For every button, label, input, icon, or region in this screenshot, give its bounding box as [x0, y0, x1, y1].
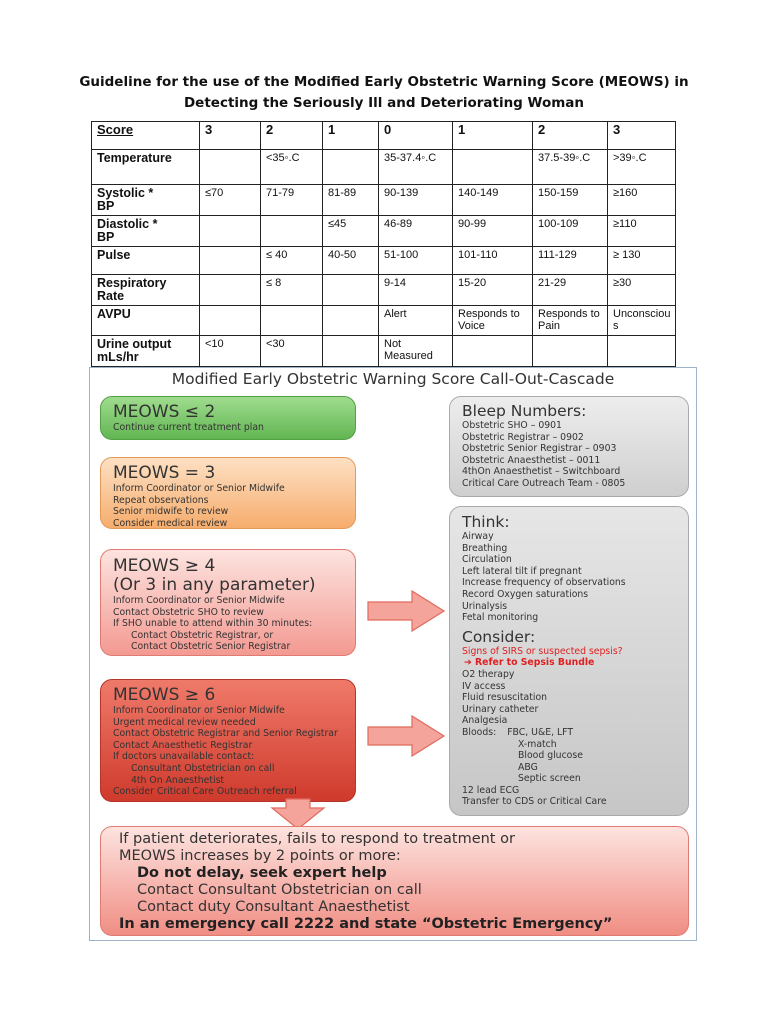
table-row: [92, 150, 676, 185]
table-cell: 51-100: [379, 247, 453, 275]
box-line: FBC, U&E, LFT: [507, 726, 574, 738]
param-cell: Respiratory Rate: [92, 275, 200, 306]
box-line: Fluid resuscitation: [462, 692, 548, 704]
box-heading: Bleep Numbers:: [462, 402, 587, 420]
table-cell: <35◦.C: [261, 150, 323, 185]
table-row: [92, 336, 676, 367]
param-cell: Urine output mLs/hr: [92, 336, 200, 367]
right-arrow-icon: [366, 589, 446, 633]
header-cell: 2: [261, 122, 323, 150]
emergency-line: In an emergency call 2222 and state “Obstetric Emergency”: [119, 916, 613, 932]
param-cell: AVPU: [92, 306, 200, 336]
table-cell: [453, 150, 533, 185]
header-cell: 1: [453, 122, 533, 150]
box-line: Contact duty Consultant Anaesthetist: [137, 899, 410, 915]
table-cell: Unconsciou s: [608, 306, 676, 336]
box-line: Obstetric Registrar – 0902: [462, 431, 584, 443]
table-row: [92, 306, 676, 336]
box-line: Inform Coordinator or Senior Midwife: [113, 705, 285, 716]
box-line: Do not delay, seek expert help: [137, 865, 387, 881]
call-out-cascade: [89, 367, 697, 941]
box-line: Obstetric Anaesthetist – 0011: [462, 454, 601, 466]
box-line: 12 lead ECG: [462, 784, 520, 796]
bloods-label: Bloods:: [462, 726, 497, 738]
box-line: Contact Obstetric Registrar, or: [131, 629, 274, 641]
box-line: Obstetric Senior Registrar – 0903: [462, 443, 617, 455]
header-cell: 1: [323, 122, 379, 150]
box-line: Contact Consultant Obstetrician on call: [137, 882, 422, 898]
table-cell: 81-89: [323, 185, 379, 216]
box-line: Urinalysis: [462, 600, 508, 612]
table-header-row: [92, 122, 676, 150]
meows-score-table: [91, 121, 676, 367]
box-line: Contact Obstetric Registrar and Senior Registrar: [113, 728, 338, 740]
table-cell: ≥30: [608, 275, 676, 306]
header-cell: 2: [533, 122, 608, 150]
box-line: X-match: [518, 738, 557, 750]
box-line: Contact Obstetric Senior Registrar: [131, 641, 291, 653]
box-line: Circulation: [462, 554, 512, 566]
table-cell: Responds to Voice: [453, 306, 533, 336]
table-cell: ≤ 8: [261, 275, 323, 306]
table-cell: [323, 150, 379, 185]
box-line: Transfer to CDS or Critical Care: [462, 796, 607, 808]
cascade-title: Modified Early Obstetric Warning Score Call-Out-Cascade: [171, 370, 615, 388]
box-line: Critical Care Outreach Team - 0805: [462, 477, 626, 489]
table-cell: 90-139: [379, 185, 453, 216]
table-row: [92, 275, 676, 306]
table-cell: [608, 336, 676, 367]
box-line: Increase frequency of observations: [462, 577, 626, 589]
box-line: Contact Anaesthetic Registrar: [113, 739, 253, 751]
header-cell: Score: [92, 122, 200, 150]
escalation-box: [100, 826, 689, 936]
table-cell: [453, 336, 533, 367]
table-cell: 101-110: [453, 247, 533, 275]
box-line: Analgesia: [462, 715, 508, 727]
box-line: Senior midwife to review: [113, 506, 229, 518]
param-cell: Diastolic * BP: [92, 216, 200, 247]
bloods-row: [462, 727, 676, 739]
header-cell: 0: [379, 122, 453, 150]
box-line: ABG: [518, 761, 538, 773]
box-line: IV access: [462, 680, 506, 692]
box-line: If SHO unable to attend within 30 minutes:: [113, 618, 313, 630]
box-line: If doctors unavailable contact:: [113, 751, 255, 763]
table-cell: 150-159: [533, 185, 608, 216]
table-cell: 111-129: [533, 247, 608, 275]
table-row: [92, 216, 676, 247]
bleep-numbers-box: [449, 396, 689, 497]
box-line: Contact Obstetric SHO to review: [113, 606, 264, 618]
box-line: Continue current treatment plan: [113, 422, 264, 433]
table-cell: 15-20: [453, 275, 533, 306]
box-heading: MEOWS ≥ 6: [113, 685, 216, 705]
table-cell: [323, 306, 379, 336]
box-heading: Think:: [462, 513, 510, 531]
table-cell: 35-37.4◦.C: [379, 150, 453, 185]
header-cell: 3: [608, 122, 676, 150]
box-line: Inform Coordinator or Senior Midwife: [113, 595, 285, 606]
box-line: Consultant Obstetrician on call: [131, 762, 275, 774]
table-cell: 71-79: [261, 185, 323, 216]
meows-eq-3-box: [100, 457, 356, 529]
box-line: Consider Critical Care Outreach referral: [113, 786, 297, 798]
table-cell: [200, 306, 261, 336]
title-line-2: Detecting the Seriously Ill and Deteriorating Woman: [183, 95, 585, 111]
box-subheading: (Or 3 in any parameter): [113, 575, 316, 595]
box-line: Septic screen: [518, 773, 581, 785]
table-cell: Not Measured: [379, 336, 453, 367]
table-cell: 46-89: [379, 216, 453, 247]
box-line: Consider medical review: [113, 517, 228, 529]
table-cell: [261, 306, 323, 336]
box-line: O2 therapy: [462, 668, 515, 680]
box-line: If patient deteriorates, fails to respond to treatment or: [119, 831, 515, 847]
table-cell: ≥110: [608, 216, 676, 247]
box-line: Breathing: [462, 542, 508, 554]
table-cell: <10: [200, 336, 261, 367]
box-line: 4thOn Anaesthetist – Switchboard: [462, 466, 621, 478]
meows-ge-4-box: [100, 549, 356, 656]
table-cell: [533, 336, 608, 367]
box-line: Inform Coordinator or Senior Midwife: [113, 483, 285, 494]
table-cell: 140-149: [453, 185, 533, 216]
table-cell: [200, 216, 261, 247]
table-cell: Alert: [379, 306, 453, 336]
table-cell: 9-14: [379, 275, 453, 306]
header-cell: 3: [200, 122, 261, 150]
box-line: Urinary catheter: [462, 703, 539, 715]
table-cell: [261, 216, 323, 247]
table-cell: [323, 275, 379, 306]
table-cell: 100-109: [533, 216, 608, 247]
box-heading: Consider:: [462, 627, 536, 646]
table-cell: ≤45: [323, 216, 379, 247]
table-cell: ≥ 130: [608, 247, 676, 275]
table-cell: ≥160: [608, 185, 676, 216]
table-cell: 37.5-39◦.C: [533, 150, 608, 185]
table-cell: <30: [261, 336, 323, 367]
box-heading: MEOWS ≥ 4: [113, 556, 216, 576]
title-line-1: Guideline for the use of the Modified Early Obstetric Warning Score (MEOWS) in: [79, 74, 689, 90]
box-line: Urgent medical review needed: [113, 716, 256, 728]
param-cell: Temperature: [92, 150, 200, 185]
table-cell: [200, 275, 261, 306]
param-cell: Systolic * BP: [92, 185, 200, 216]
box-line: Blood glucose: [518, 750, 583, 762]
table-cell: ≤70: [200, 185, 261, 216]
box-line: Left lateral tilt if pregnant: [462, 565, 582, 577]
table-cell: 40-50: [323, 247, 379, 275]
sepsis-bundle-link: ➔ Refer to Sepsis Bundle: [464, 657, 595, 669]
box-line: Obstetric SHO – 0901: [462, 420, 562, 431]
think-consider-box: [449, 506, 689, 816]
box-heading: MEOWS ≤ 2: [113, 402, 216, 422]
table-cell: >39◦.C: [608, 150, 676, 185]
document-title: [60, 72, 708, 114]
box-heading: MEOWS = 3: [113, 463, 216, 483]
box-line: Repeat observations: [113, 494, 209, 506]
param-cell: Pulse: [92, 247, 200, 275]
table-cell: 21-29: [533, 275, 608, 306]
box-line: 4th On Anaesthetist: [131, 774, 225, 786]
table-cell: Responds to Pain: [533, 306, 608, 336]
table-cell: 90-99: [453, 216, 533, 247]
table-cell: ≤ 40: [261, 247, 323, 275]
box-line: MEOWS increases by 2 points or more:: [119, 848, 401, 864]
table-cell: [200, 150, 261, 185]
box-line: Fetal monitoring: [462, 612, 539, 624]
table-cell: [323, 336, 379, 367]
table-cell: [200, 247, 261, 275]
table-row: [92, 247, 676, 275]
meows-le-2-box: [100, 396, 356, 440]
sepsis-warning: Signs of SIRS or suspected sepsis?: [462, 645, 623, 657]
meows-ge-6-box: [100, 679, 356, 802]
right-arrow-icon: [366, 714, 446, 758]
table-row: [92, 185, 676, 216]
box-line: Record Oxygen saturations: [462, 588, 589, 600]
box-line: Airway: [462, 531, 494, 542]
